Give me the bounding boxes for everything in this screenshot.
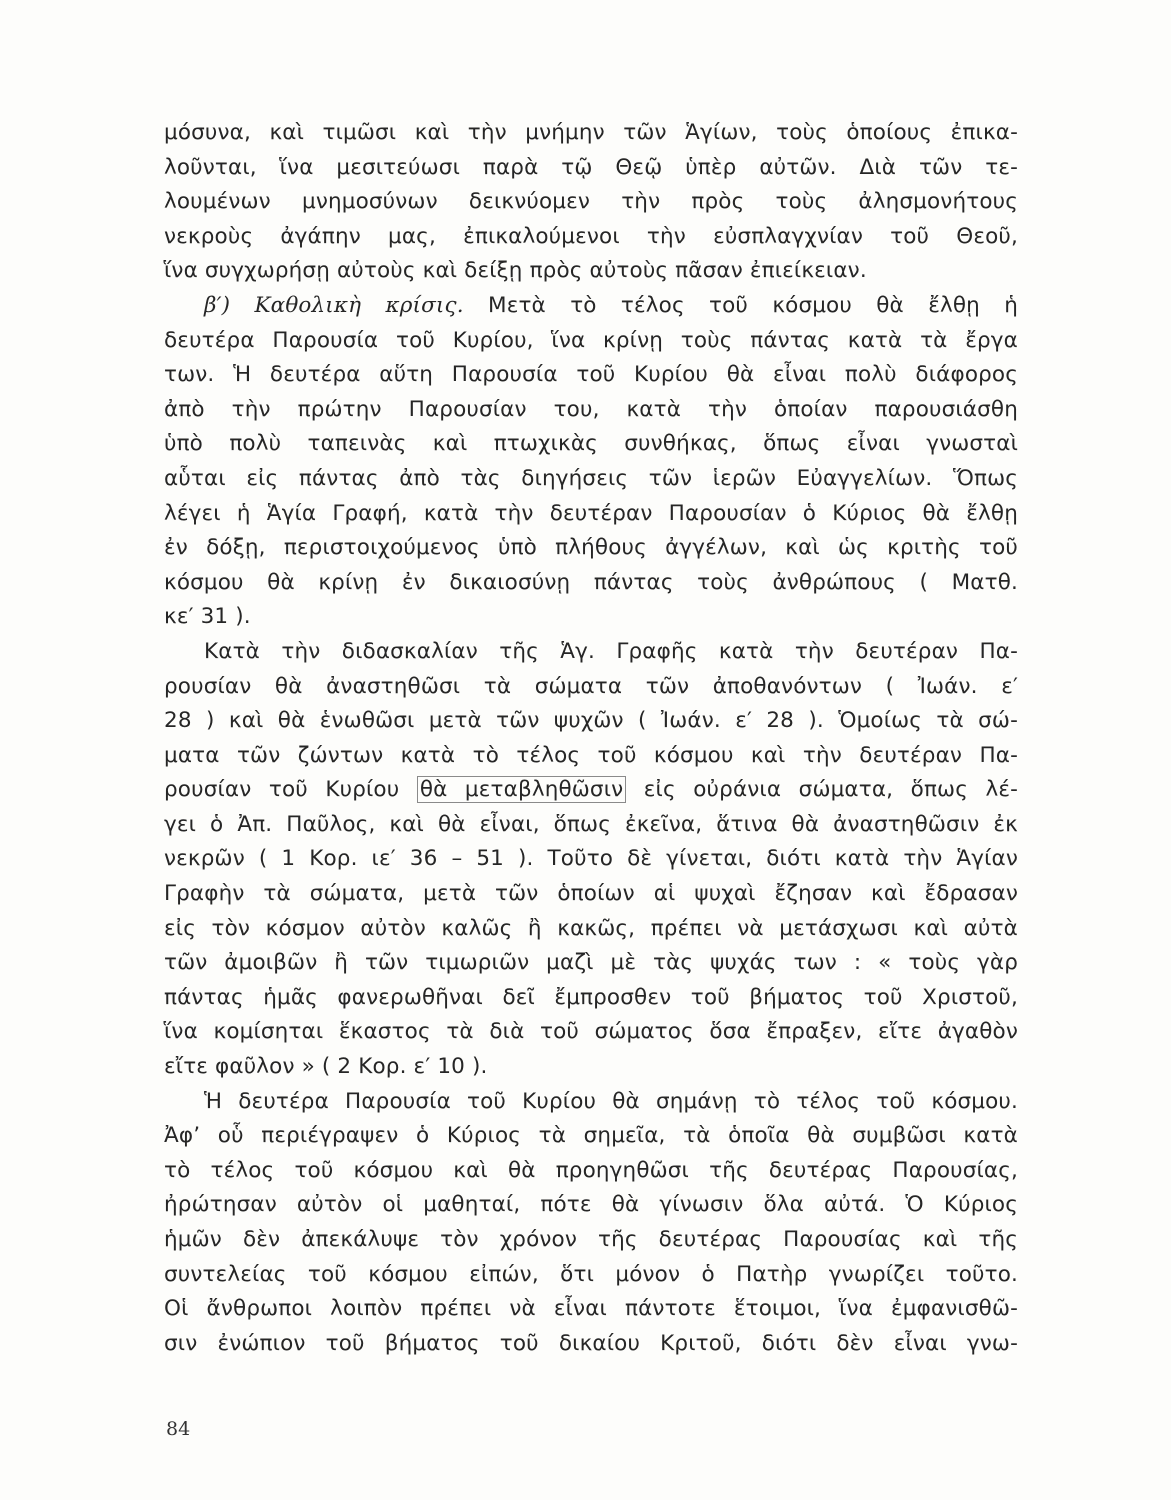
text-line: ἵνα κομίσηται ἕκαστος τὰ διὰ τοῦ σώματος ὅσα ἔπραξεν, εἴτε ἀγαθὸν xyxy=(164,1019,1018,1045)
text-line: δευτέρα Παρουσία τοῦ Κυρίου, ἵνα κρίνῃ τοὺς πάντας κατὰ τὰ ἔργα xyxy=(164,327,1018,353)
text-span: Μετὰ τὸ τέλος τοῦ κόσμου θὰ ἔλθῃ ἡ xyxy=(463,292,1019,318)
text-line: ἀπὸ τὴν πρώτην Παρουσίαν του, κατὰ τὴν ὁποίαν παρουσιάσθη xyxy=(164,396,1018,422)
text-line: ἐν δόξῃ, περιστοιχούμενος ὑπὸ πλήθους ἀγγέλων, καὶ ὡς κριτὴς τοῦ xyxy=(164,535,1018,561)
text-line: κε′ 31 ). xyxy=(164,604,251,630)
text-line: ματα τῶν ζώντων κατὰ τὸ τέλος τοῦ κόσμου καὶ τὴν δευτέραν Πα- xyxy=(164,742,1018,768)
text-line: μόσυνα, καὶ τιμῶσι καὶ τὴν μνήμην τῶν Ἁγίων, τοὺς ὁποίους ἐπικα- xyxy=(164,120,1018,145)
text-line: λουμένων μνημοσύνων δεικνύομεν τὴν πρὸς τοὺς ἀλησμονήτους xyxy=(164,189,1018,215)
text-line: αὗται εἰς πάντας ἀπὸ τὰς διηγήσεις τῶν ἱερῶν Εὐαγγελίων. Ὅπως xyxy=(164,465,1018,491)
text-line: Γραφὴν τὰ σώματα, μετὰ τῶν ὁποίων αἱ ψυχαὶ ἔζησαν καὶ ἔδρασαν xyxy=(164,881,1018,907)
text-line: ἵνα συγχωρήσῃ αὐτοὺς καὶ δείξῃ πρὸς αὐτοὺς πᾶσαν ἐπιείκειαν. xyxy=(164,258,867,284)
text-line: νεκροὺς ἀγάπην μας, ἐπικαλούμενοι τὴν εὐσπλαγχνίαν τοῦ Θεοῦ, xyxy=(164,223,1018,249)
text-line: πάντας ἡμᾶς φανερωθῆναι δεῖ ἔμπροσθεν τοῦ βήματος τοῦ Χριστοῦ, xyxy=(164,984,1018,1010)
text-line: ἠρώτησαν αὐτὸν οἱ μαθηταί, πότε θὰ γίνωσιν ὅλα αὐτά. Ὁ Κύριος xyxy=(164,1192,1018,1218)
text-line: λέγει ἡ Ἁγία Γραφή, κατὰ τὴν δευτέραν Παρουσίαν ὁ Κύριος θὰ ἔλθῃ xyxy=(164,500,1018,526)
text-line: σιν ἐνώπιον τοῦ βήματος τοῦ δικαίου Κριτοῦ, διότι δὲν εἶναι γνω- xyxy=(164,1330,1018,1356)
text-line: τὸ τέλος τοῦ κόσμου καὶ θὰ προηγηθῶσι τῆς δευτέρας Παρουσίας, xyxy=(164,1157,1018,1183)
text-line: Ἡ δευτέρα Παρουσία τοῦ Κυρίου θὰ σημάνῃ τὸ τέλος τοῦ κόσμου. xyxy=(204,1088,1018,1114)
boxed-phrase: θὰ μεταβληθῶσιν xyxy=(417,776,626,803)
text-line: Οἱ ἄνθρωποι λοιπὸν πρέπει νὰ εἶναι πάντοτε ἕτοιμοι, ἵνα ἐμφανισθῶ- xyxy=(164,1296,1018,1322)
text-line: τῶν ἀμοιβῶν ἢ τῶν τιμωριῶν μαζὶ μὲ τὰς ψυχάς των : « τοὺς γὰρ xyxy=(164,950,1018,976)
text-line: Ἀφ’ οὗ περιέγραψεν ὁ Κύριος τὰ σημεῖα, τὰ ὁποῖα θὰ συμβῶσι κατὰ xyxy=(164,1123,1018,1149)
text-line: εἰς τὸν κόσμον αὐτὸν καλῶς ἢ κακῶς, πρέπει νὰ μετάσχωσι καὶ αὐτὰ xyxy=(164,915,1018,941)
page-number: 84 xyxy=(166,1418,191,1440)
text-line: Κατὰ τὴν διδασκαλίαν τῆς Ἁγ. Γραφῆς κατὰ τὴν δευτέραν Πα- xyxy=(204,638,1018,664)
text-line: συντελείας τοῦ κόσμου εἰπών, ὅτι μόνον ὁ Πατὴρ γνωρίζει τοῦτο. xyxy=(164,1261,1018,1287)
text-line: κόσμου θὰ κρίνῃ ἐν δικαιοσύνῃ πάντας τοὺς ἀνθρώπους ( Ματθ. xyxy=(164,569,1018,595)
text-line: των. Ἡ δευτέρα αὕτη Παρουσία τοῦ Κυρίου θὰ εἶναι πολὺ διάφορος xyxy=(164,362,1018,388)
text-line: γει ὁ Ἀπ. Παῦλος, καὶ θὰ εἶναι, ὅπως ἐκεῖνα, ἅτινα θὰ ἀναστηθῶσιν ἐκ xyxy=(164,811,1018,837)
section-heading: β′) Καθολικὴ κρίσις. xyxy=(204,292,464,318)
text-line: νεκρῶν ( 1 Κορ. ιε′ 36 – 51 ). Τοῦτο δὲ γίνεται, διότι κατὰ τὴν Ἁγίαν xyxy=(164,846,1018,872)
text-span: ρουσίαν τοῦ Κυρίου xyxy=(164,777,417,803)
text-line: ἡμῶν δὲν ἀπεκάλυψε τὸν χρόνον τῆς δευτέρας Παρουσίας καὶ τῆς xyxy=(164,1227,1018,1252)
text-line: εἴτε φαῦλον » ( 2 Κορ. ε′ 10 ). xyxy=(164,1054,488,1080)
text-line: ὑπὸ πολὺ ταπεινὰς καὶ πτωχικὰς συνθήκας, ὅπως εἶναι γνωσταὶ xyxy=(164,431,1018,457)
text-line xyxy=(164,289,1018,324)
body-text xyxy=(164,116,1018,1361)
text-line xyxy=(164,773,1018,808)
text-line: λοῦνται, ἵνα μεσιτεύωσι παρὰ τῷ Θεῷ ὑπὲρ αὐτῶν. Διὰ τῶν τε- xyxy=(164,154,1018,180)
text-span: εἰς οὐράνια σώματα, ὅπως λέ- xyxy=(626,777,1019,803)
text-line: ρουσίαν θὰ ἀναστηθῶσι τὰ σώματα τῶν ἀποθανόντων ( Ἰωάν. ε′ xyxy=(164,673,1018,699)
text-line: 28 ) καὶ θὰ ἑνωθῶσι μετὰ τῶν ψυχῶν ( Ἰωάν. ε′ 28 ). Ὁμοίως τὰ σώ- xyxy=(164,708,1018,734)
